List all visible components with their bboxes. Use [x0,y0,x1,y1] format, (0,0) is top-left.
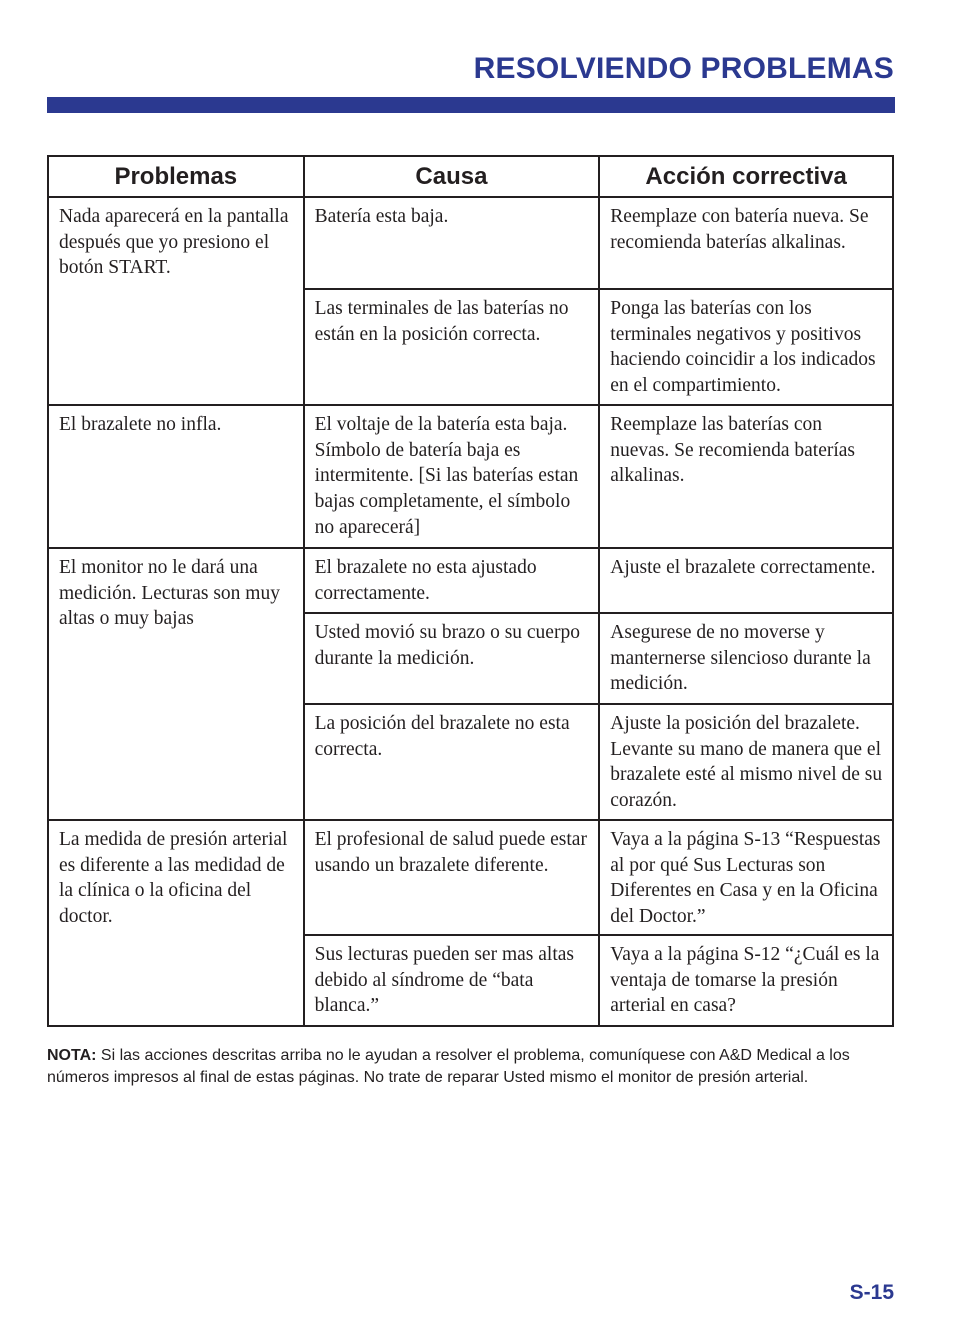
action-cell: Ajuste la posición del brazalete. Levante su mano de manera que el brazalete esté al mismo nivel de su corazón. [599,704,893,820]
note-label: NOTA: [47,1047,97,1064]
column-header-problemas: Problemas [48,156,304,197]
action-cell: Vaya a la página S-13 “Respuestas al por qué Sus Lecturas son Diferentes en Casa y en la Oficina del Doctor.” [599,820,893,935]
cause-cell: Las terminales de las baterías no están en la posición correcta. [304,289,600,405]
column-header-accion: Acción correctiva [599,156,893,197]
problem-cell: El monitor no le dará una medición. Lecturas son muy altas o muy bajas [48,548,304,820]
column-header-causa: Causa [304,156,600,197]
cause-cell: El voltaje de la batería esta baja. Símbolo de batería baja es intermitente. [Si las baterías estan bajas completamente, el símbolo no aparecerá] [304,405,600,548]
action-cell: Reemplaze con batería nueva. Se recomienda baterías alkalinas. [599,197,893,289]
table-row [48,820,893,935]
page-number: S-15 [849,1281,894,1304]
cause-cell: Batería esta baja. [304,197,600,289]
troubleshooting-table [47,155,894,1027]
table-row [48,548,893,613]
cause-cell: El brazalete no esta ajustado correctamente. [304,548,600,613]
note-paragraph [47,1045,897,1088]
title-divider-bar [47,97,895,113]
action-cell: Vaya a la página S-12 “¿Cuál es la ventaja de tomarse la presión arterial en casa? [599,935,893,1026]
problem-cell: El brazalete no infla. [48,405,304,548]
page-title: RESOLVIENDO PROBLEMAS [473,52,894,85]
note-text: Si las acciones descritas arriba no le ayudan a resolver el problema, comuníquese con A&D Medical a los números impresos al final de estas páginas. No trate de reparar Usted mismo el monitor de presión arterial. [47,1047,850,1086]
problem-cell: Nada aparecerá en la pantalla después que yo presiono el botón START. [48,197,304,405]
problem-cell: La medida de presión arterial es diferente a las medidad de la clínica o la oficina del doctor. [48,820,304,1026]
table-row [48,405,893,548]
table-header-row [48,156,893,197]
cause-cell: La posición del brazalete no esta correcta. [304,704,600,820]
cause-cell: El profesional de salud puede estar usando un brazalete diferente. [304,820,600,935]
cause-cell: Sus lecturas pueden ser mas altas debido al síndrome de “bata blanca.” [304,935,600,1026]
action-cell: Asegurese de no moverse y manternerse silencioso durante la medición. [599,613,893,704]
action-cell: Ponga las baterías con los terminales negativos y positivos haciendo coincidir a los indicados en el compartimiento. [599,289,893,405]
cause-cell: Usted movió su brazo o su cuerpo durante la medición. [304,613,600,704]
table-row [48,197,893,289]
action-cell: Reemplaze las baterías con nuevas. Se recomienda baterías alkalinas. [599,405,893,548]
action-cell: Ajuste el brazalete correctamente. [599,548,893,613]
